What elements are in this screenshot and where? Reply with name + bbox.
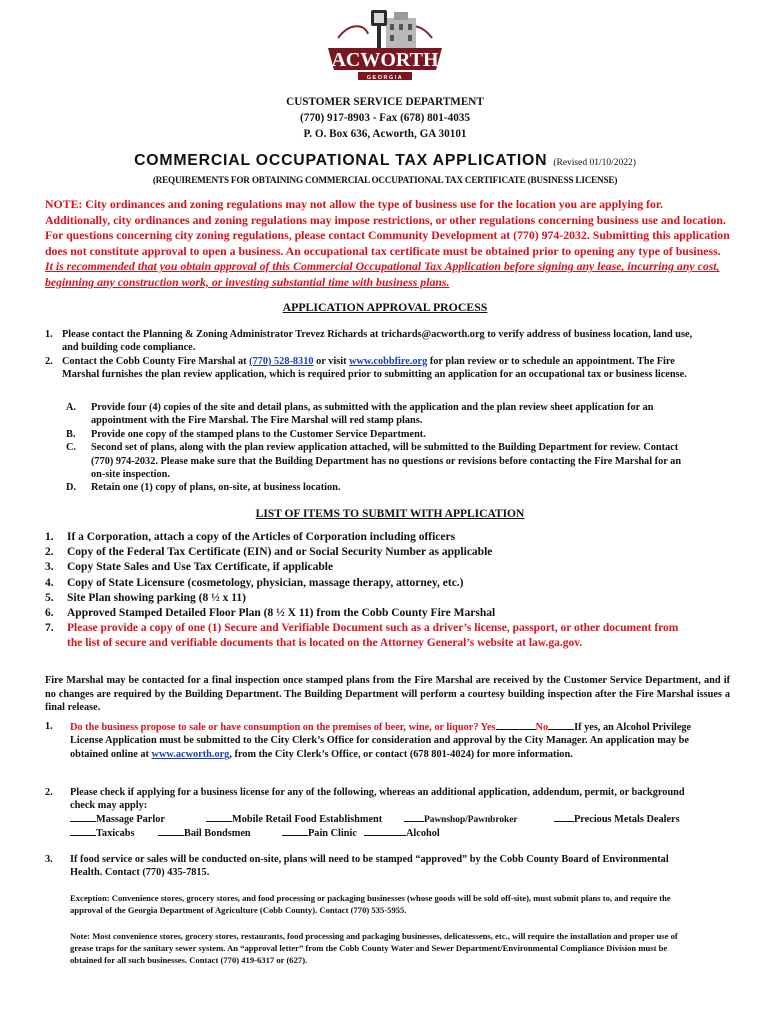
approval-step: 2. Contact the Cobb County Fire Marshal at (770) 528-8310 or visit www.cobbfire.org for plan review or to schedule an appointment. The Fire Marshal furnishes the plan review application, which is required prior to submitting an application for an occupational tax or business license. — [45, 355, 687, 381]
list-item: 5. Site Plan showing parking (8 ½ x 11) — [45, 591, 246, 604]
fire-marshal-phone-link[interactable]: (770) 528-8310 — [249, 355, 314, 367]
phone-fax: (770) 917-8903 - Fax (678) 801-4035 — [300, 112, 470, 124]
acworth-website-link[interactable]: www.acworth.org — [151, 748, 230, 760]
items-to-submit-heading: LIST OF ITEMS TO SUBMIT WITH APPLICATION — [255, 508, 525, 520]
list-item: 7. Please provide a copy of one (1) Secure and Verifiable Document such as a driver’s license, passport, or other document from the list of secure and verifiable documents that is located on the Attorney General’s website at law.ga.gov. — [45, 622, 679, 650]
question-food-service: 3. If food service or sales will be conducted on-site, plans will need to be stamped “approved” by the Cobb County Board of Environmental Health. Contact (770) 435-7815. — [45, 854, 669, 879]
option-massage-parlor[interactable]: Massage Parlor — [70, 812, 165, 826]
option-mobile-retail-food[interactable]: Mobile Retail Food Establishment — [206, 812, 382, 826]
exception-note: Exception: Convenience stores, grocery stores, and food processing or packaging businesses (whose goods will be sold off-site), must submit plans to, and require the approval of the Georgia Department of Agriculture (Cobb County). Contact (770) 535-5955. — [70, 893, 671, 916]
approval-substeps — [66, 401, 696, 495]
mailing-address: P. O. Box 636, Acworth, GA 30101 — [303, 128, 467, 140]
alcohol-no-field[interactable] — [548, 720, 574, 730]
option-pawnshop[interactable]: Pawnshop/Pawnbroker — [404, 812, 518, 827]
list-item: 3. Copy State Sales and Use Tax Certificate, if applicable — [45, 561, 334, 574]
fire-marshal-paragraph: Fire Marshal may be contacted for a final inspection once stamped plans from the Fire Marshal are received by the Customer Service Department, and if no changes are required by the Building Department. The Building Department will perform a courtesy building inspection after the Fire Marshal issues a final release. — [45, 675, 730, 714]
list-item: 6. Approved Stamped Detailed Floor Plan (8 ½ X 11) from the Cobb County Fire Marshal — [45, 607, 496, 620]
note-recommendation: It is recommended that you obtain approval of this Commercial Occupational Tax Application before signing any lease, incurring any cost, beginning any construction work, or investing substantial time with business plans. — [45, 259, 720, 289]
approval-step: 1. Please contact the Planning & Zoning Administrator Trevez Richards at trichards@acworth.org to verify address of business location, land use, and building code compliance. — [45, 329, 693, 354]
department-name: CUSTOMER SERVICE DEPARTMENT — [286, 96, 484, 108]
requirements-subtitle: (REQUIREMENTS FOR OBTAINING COMMERCIAL OCCUPATIONAL TAX CERTIFICATE (BUSINESS LICENSE) — [152, 175, 618, 185]
approval-substep: D. Retain one (1) copy of plans, on-site, at business location. — [66, 482, 341, 494]
cobbfire-website-link[interactable]: www.cobbfire.org — [349, 355, 428, 367]
note-text: NOTE: City ordinances and zoning regulations may not allow the type of business use for the location you are applying for. Additionally, city ordinances and zoning regulations may impose restrictions, or other regulations concerning business use and location. For questions concerning city zoning regulations, please contact Community Development at (770) 974-2032. Submitting this application does not constitute approval to open a business. An occupational tax certificate must be obtained prior to opening any type of business. — [45, 197, 730, 258]
acworth-logo — [320, 4, 450, 90]
approval-substep: B. Provide one copy of the stamped plans to the Customer Service Department. — [66, 428, 426, 440]
alcohol-yes-field[interactable] — [496, 720, 536, 730]
option-pain-clinic[interactable]: Pain Clinic — [282, 826, 357, 840]
list-item: 1. If a Corporation, attach a copy of the Articles of Corporation including officers — [45, 531, 456, 543]
logo-graphic — [320, 4, 450, 90]
title-row — [0, 152, 770, 170]
items-list — [45, 530, 695, 652]
page-title: COMMERCIAL OCCUPATIONAL TAX APPLICATION — [134, 152, 548, 169]
grease-trap-note: Note: Most convenience stores, grocery stores, restaurants, food processing and packaging businesses, delicatessens, etc., will require the installation and proper use of grease traps for the sanitary sewer system. An “approval letter” from the Cobb County Water and Sewer Department/Environmental Compliance Division must be obtained for all such businesses. Contact (770) 419-6317 or (627). — [70, 931, 678, 966]
option-precious-metals[interactable]: Precious Metals Dealers — [554, 812, 680, 826]
question-license-types: 2. Please check if applying for a business license for any of the following, whereas an additional application, addendum, permit, or background check may apply: — [45, 787, 685, 812]
revised-date: (Revised 01/10/2022) — [553, 158, 636, 168]
approval-substep: A. Provide four (4) copies of the site and detail plans, as submitted with the application and the plan review sheet application for an appointment with the Fire Marshal. The Fire Marshal will red stamp plans. — [66, 402, 654, 427]
contact-block — [0, 94, 770, 142]
option-bail-bondsmen[interactable]: Bail Bondsmen — [158, 826, 251, 840]
alcohol-question-text: Do the business propose to sale or have consumption on the premises of beer, wine, or liquor? Yes — [70, 722, 496, 733]
approval-substep: C. Second set of plans, along with the plan review application attached, will be submitted to the Building Department for review. Contact (770) 974-2032. Please make sure that the Building Department has no questions or revisions before contacting the Fire Marshal for an on-site inspection. — [66, 442, 682, 481]
option-taxicabs[interactable]: Taxicabs — [70, 826, 135, 840]
approval-steps — [45, 328, 700, 382]
question-alcohol: 1. Do the business propose to sale or have consumption on the premises of beer, wine, or liquor? Yes No If yes, an Alcohol Privilege License Application must be submitted to the City Clerk’s Office for consideration and approval by the City Manager. An application may be obtained online at www.acworth.org, from the City Clerk’s Office, or contact (678 801-4024) for more information. — [45, 721, 692, 760]
option-alcohol[interactable]: Alcohol — [364, 826, 440, 840]
list-item: 4. Copy of State Licensure (cosmetology, physician, massage therapy, attorney, etc.) — [45, 576, 464, 589]
logo-state: GEORGIA — [366, 75, 404, 81]
zoning-note — [45, 197, 730, 291]
approval-process-heading: APPLICATION APPROVAL PROCESS — [282, 300, 488, 314]
list-item: 2. Copy of the Federal Tax Certificate (EIN) and or Social Security Number as applicable — [45, 546, 493, 559]
logo-wordmark: ACWORTH — [331, 49, 439, 71]
